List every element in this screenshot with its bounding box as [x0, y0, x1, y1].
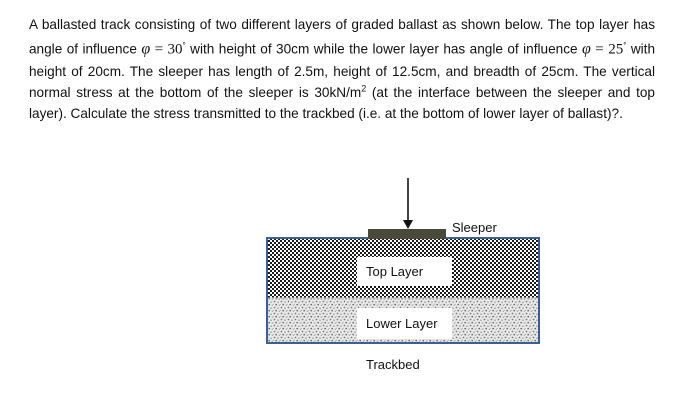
problem-text-part4: (at the interface between the sleeper and top layer). Calculate the stress transmitted to the trackbed (i.e. at the bottom of lower layer of ballast)?. — [29, 84, 655, 121]
superscript-2: 2 — [361, 83, 367, 93]
lower-layer-label: Lower Layer — [366, 316, 438, 331]
problem-text-part3: with height of 20cm. The sleeper has length of 2.5m, height of 12.5cm, and breadth of 25cm. The vertical normal stress at the bottom of the sleeper is 30kN/m — [29, 41, 656, 100]
top-layer-angle: 30 — [167, 41, 183, 58]
equals-sign: = — [150, 41, 168, 58]
problem-text-part1: A ballasted track consisting of two different layers of graded ballast as shown below. The top layer has angle of influence — [29, 17, 655, 57]
top-layer-label: Top Layer — [366, 264, 424, 279]
lower-layer-angle: 25 — [608, 41, 624, 58]
load-arrow-head — [403, 220, 413, 229]
phi-symbol-2: φ — [582, 40, 591, 58]
sleeper-label: Sleeper — [452, 220, 497, 235]
equals-sign-2: = — [590, 41, 609, 58]
problem-text-part2: with height of 30cm while the lower layer has angle of influence — [190, 41, 578, 57]
sleeper — [368, 229, 446, 239]
degree-mark-2: ° — [623, 41, 627, 50]
degree-mark: ° — [182, 41, 186, 50]
phi-symbol: φ — [141, 40, 151, 58]
trackbed-label: Trackbed — [366, 357, 420, 372]
